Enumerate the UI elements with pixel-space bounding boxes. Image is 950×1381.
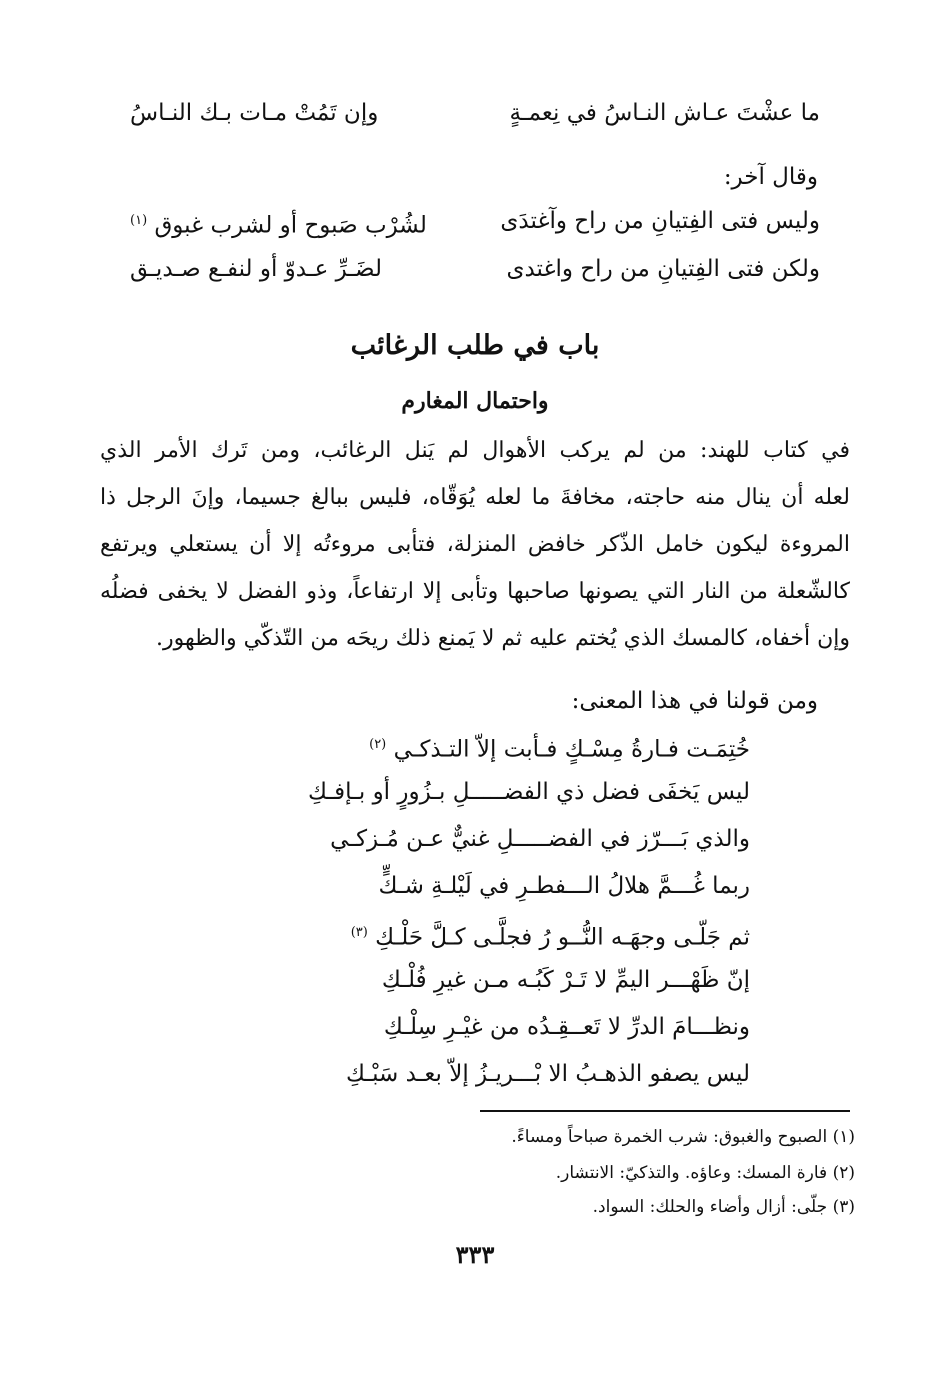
page-number: ٣٣٣ (455, 1240, 495, 1269)
footnote-separator (480, 1110, 850, 1112)
footnote-marker: (١) (130, 213, 148, 228)
footnote-marker: (٢) (369, 737, 387, 752)
footnote: (٣) جلّى: أزال وأضاء والحلك: السواد. (592, 1197, 855, 1217)
chapter-subtitle: واحتمال المغارم (401, 388, 549, 414)
verse-hemistich-right: ما عشْتَ عـاش النـاسُ في نِعمـةٍ (509, 100, 820, 126)
paragraph-line: المروءة ليكون خامل الذّكر خافض المنزلة، فتأبى مروءتُه إلا أن يستعلي ويرتفع (100, 532, 850, 557)
paragraph-line: لعله أن ينال منه حاجته، مخافةَ ما لعله يُوَقّاه، فليس ببالغ جسيما، وإنَ الرجل ذا (100, 485, 850, 510)
verse-hemistich-right: وليس فتى الفِتيانِ من راح وآغتدَى (500, 208, 820, 234)
verse-other-1 (130, 204, 820, 244)
verse-hemistich-left: وإن تَمُتْ مـات بـك النـاسُ (130, 100, 379, 126)
verse-hemistich-left: لضَـرِّ عـدوّ أو لنفـع صـديـق (130, 256, 382, 282)
paragraph-line: كالشّعلة من النار التي يصونها صاحبها وتأبى إلا ارتفاعاً، وذو الفضل لا يخفى فضلُه (100, 579, 850, 604)
poem-verse: ونظـــامَ الدرِّ لا تَعــقِـدُه من غيْـرِ سِلْـكِ (383, 1014, 750, 1040)
poem-verse: إنّ ظَهْـــر اليمِّ لا تَـرْ كَبُـه مـن غيرِ فُلْـكِ (381, 967, 750, 993)
poem-verse: ليس يصفو الذهـبُ الا بْـــريـزُ إلاّ بعـد سَبْـكِ (345, 1061, 750, 1087)
paragraph-line: في كتاب للهند: من لم يركب الأهوال لم يَنل الرغائب، ومن تَرك الأمر الذي (100, 438, 850, 463)
footnote: (١) الصبوح والغبوق: شرب الخمرة صباحاً ومساءً. (511, 1127, 855, 1147)
poem-verse: والذي بَـــرّز في الفضـــــلِ غنيٌّ عـن مُـزكـي (330, 826, 750, 852)
intro-our-poem: ومن قولنا في هذا المعنى: (571, 688, 818, 714)
poem-verse: ثم جَلّـى وجهَـه النُّــو رُ فجلَّـى كـلَّ حَلْـكِ $^{(٣)}$ (350, 924, 750, 951)
footnote: (٢) فارة المسك: وعاؤه. والتذكيّ: الانتشار. (555, 1163, 855, 1183)
poem-verse: خُتِمَـت فـارةُ مِسْـكٍ فـأبت إلاّ التـذكـي $^{(٢)}$ (369, 736, 750, 763)
paragraph-last-line: وإن أخفاه، كالمسك الذي يُختم عليه ثم لا يَمنع ذلك ريحَه من التّذكّي والظهور. (155, 626, 850, 651)
verse-hemistich-left: لشُرْب صَبوح أو لشرب غبوق $^{(١)}$ (130, 212, 427, 239)
top-verse (130, 96, 820, 136)
intro-other-poet: وقال آخر: (723, 164, 818, 190)
poem-verse: ربما غُـــمَّ هلالُ الـــفطـرِ في لَيْلـةِ شـكٍّ (378, 873, 750, 899)
chapter-title: باب في طلب الرغائب (350, 330, 600, 361)
verse-hemistich-right: ولكن فتى الفِتيانِ من راح واغتدى (506, 256, 820, 282)
verse-other-2 (130, 252, 820, 292)
footnote-marker: (٣) (350, 925, 368, 940)
poem-verse: ليس يَخفَى فضل ذي الفضـــــلِ بـزُورٍ أو بـإفـكِ (308, 779, 750, 805)
